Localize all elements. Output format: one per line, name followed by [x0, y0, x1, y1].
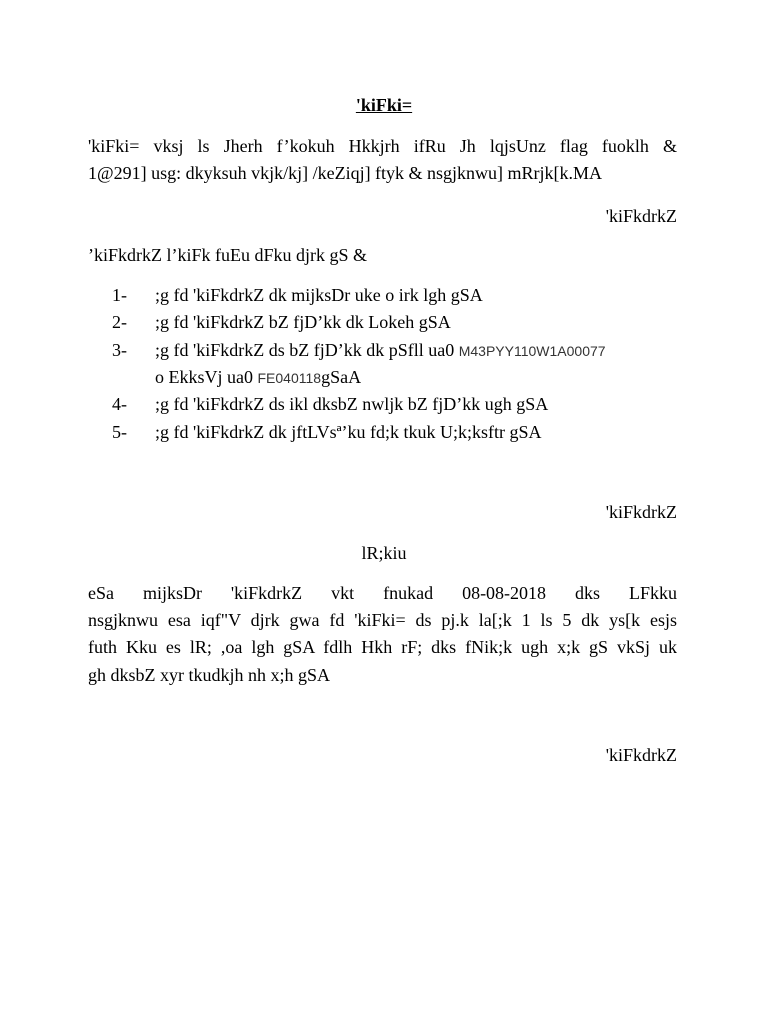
item-text-3-part-2: o EkksVj ua0: [155, 367, 253, 387]
item-text-3-line-1: [155, 341, 606, 359]
item-text-5: ;g fd 'kiFkdrkZ dk jftLVsª’ku fd;k tkuk U;k;ksftr gSA: [155, 422, 542, 442]
verification-line-3: futh Kku es lR; ,oa lgh gSA fdlh Hkh rF; dks fNik;k ugh x;k gS vkSj uk: [88, 637, 677, 657]
intro-line-2: 1@291] usg: dkyksuh vkjk/kj] /keZiqj] ftyk & nsgjknwu] mRrjk[k.MA: [88, 163, 603, 183]
intro-line-1: 'kiFki= vksj ls Jherh f’kokuh Hkkjrh ifRu Jh lqjsUnz flag fuoklh &: [88, 136, 677, 156]
item-number-4: 4-: [112, 394, 127, 414]
item-number-5: 5-: [112, 422, 127, 442]
signature-label-3: 'kiFkdrkZ: [605, 745, 677, 765]
item-text-4: ;g fd 'kiFkdrkZ ds ikl dksbZ nwljk bZ fjD’kk ugh gSA: [155, 394, 549, 414]
item-text-1: ;g fd 'kiFkdrkZ dk mijksDr uke o irk lgh gSA: [155, 285, 483, 305]
verification-line-4: gh dksbZ xyr tkudkjh nh x;h gSA: [88, 665, 331, 685]
item-number-2: 2-: [112, 312, 127, 332]
item-number-1: 1-: [112, 285, 127, 305]
item-text-3-line-2: [155, 368, 361, 386]
verification-line-1: eSa mijksDr 'kiFkdrkZ vkt fnukad 08-08-2018 dks LFkku: [88, 583, 677, 603]
declaration-intro: ’kiFkdrkZ l’kiFk fuEu dFku djrk gS &: [88, 245, 368, 265]
verification-title: lR;kiu: [361, 543, 407, 563]
document-title: 'kiFki=: [355, 95, 413, 115]
verification-line-2: nsgjknwu esa iqf"V djrk gwa fd 'kiFki= ds pj.k la[;k 1 ls 5 dk ys[k esjs: [88, 610, 677, 630]
item-number-3: 3-: [112, 340, 127, 360]
motor-number: FE040118: [257, 370, 322, 386]
signature-label-1: 'kiFkdrkZ: [605, 206, 677, 226]
item-text-3-part-3: gSaA: [321, 367, 362, 387]
signature-label-2: 'kiFkdrkZ: [605, 502, 677, 522]
item-text-2: ;g fd 'kiFkdrkZ bZ fjD’kk dk Lokeh gSA: [155, 312, 451, 332]
item-text-3-part-1: ;g fd 'kiFkdrkZ ds bZ fjD’kk dk pSfll ua0: [155, 340, 455, 360]
chassis-number: M43PYY110W1A00077: [458, 343, 606, 359]
